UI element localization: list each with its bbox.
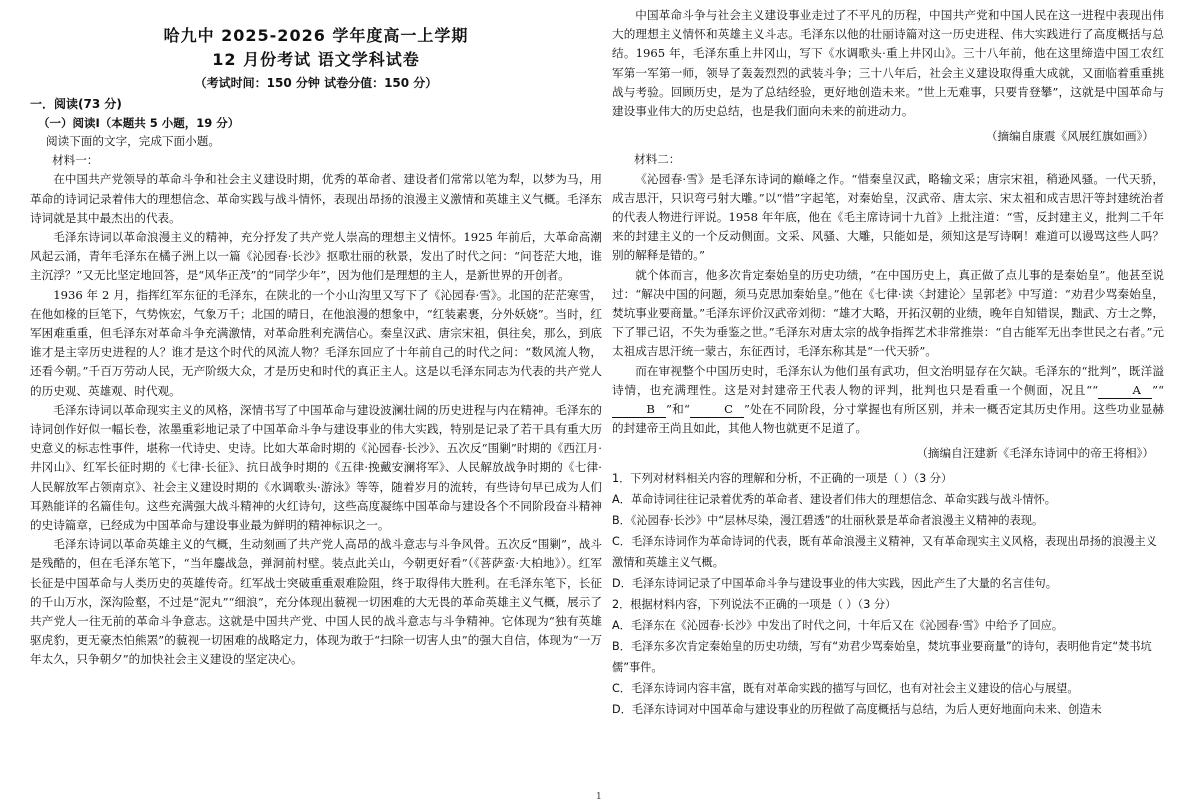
question-2-option-c: C．毛泽东诗词内容丰富，既有对革命实践的描写与回忆，也有对社会主义建设的信心与展望。: [612, 681, 1079, 695]
reading-instruction: 阅读下面的文字，完成下面小题。: [46, 134, 220, 148]
material-1-source: （摘编自康震《风展红旗如画》）: [985, 129, 1154, 144]
question-2-option-b: B．毛泽东多次肯定秦始皇的历史功绩，写有“劝君少骂秦始皇，焚坑事业要商量”的诗句，表明他肯定“焚书坑儒”事件。: [612, 639, 1152, 674]
exam-info: （考试时间：150 分钟 试卷分值：150 分）: [194, 76, 438, 90]
page-number: 1: [596, 792, 602, 802]
blank-connector: ”和“: [666, 402, 690, 417]
paragraph-text: ”处在不同阶段，分寸掌握也有所区别，并未一概否定其历史作用。这些功业显赫的封建帝王尚且如此，其他人物也就更不足道了。: [612, 402, 1164, 436]
material-1-paragraph: 毛泽东诗词以革命浪漫主义的精神，充分抒发了共产党人崇高的理想主义情怀。1925 年前后，大革命高潮风起云涌，青年毛泽东在橘子洲上以一篇《沁园春·长沙》抠歌壮丽的秋景，发出了时代之问：“问苍茫大地，谁主沉浮？”又无比坚定地回答，是“风华正茂”的“同学少年”，因为他们是理想的主人，是新世界的开创者。: [30, 230, 602, 283]
question-1-option-c: C．毛泽东诗词作为革命诗词的代表，既有革命浪漫主义精神，又有革命现实主义风格，表现出昂扬的浪漫主义激情和英雄主义气概。: [612, 534, 1157, 569]
blank-connector: ”“: [1152, 382, 1164, 397]
material-1-paragraph-continued: 中国革命斗争与社会主义建设事业走过了不平凡的历程，中国共产党和中国人民在这一进程中表现出伟大的理想主义情怀和英雄主义斗志。毛泽东以他的壮丽诗篇对这一历史进程、伟大实践进行了高度概括与总结。1965 年，毛泽东重上井冈山，写下《水调歌头·重上井冈山》。三十八年前，他在这里缔造中国工农红军第一军第一师，领导了轰轰烈烈的武装斗争；三十八年后，社会主义建设取得重大成就，又面临着重重挑战与考验。回顾历史，是为了总结经验，更好地创造未来。“世上无难事，只要肯登攀”，这就是中国革命与建设事业伟大的历史总结，也是我们面向未来的前进动力。: [612, 8, 1164, 119]
question-2-option-d: D．毛泽东诗词对中国革命与建设事业的历程做了高度概括与总结，为后人更好地面向未来、创造未: [612, 702, 1102, 716]
exam-title-line2: 12 月份考试 语文学科试卷: [212, 50, 420, 69]
question-1-stem: 1．下列对材料相关内容的理解和分析，不正确的一项是（ ）（3 分）: [612, 471, 953, 485]
material-1-paragraph: 1936 年 2 月，指挥红军东征的毛泽东，在陕北的一个小山沟里又写下了《沁园春·雪》。北国的茫茫寒雪，在他如椽的巨笔下，气势恢宏，气象万千；北国的晴日，在他浪漫的想象中，“红装素裹，分外妖娆”。当时，红军困难重重，但毛泽东对革命斗争充满激情，对革命胜利充满信心。秦皇汉武、唐宗宋祖，俱往矣，那么，到底谁才是主宰历史进程的人？谁才是这个时代的风流人物？毛泽东回应了十年前自己的时代之问：“数风流人物，还看今朝。”千百万劳动人民，无产阶级大众，才是历史和时代的真正主人。这是以毛泽东同志为代表的共产党人的历史观、英雄观、时代观。: [30, 287, 602, 398]
material-2-paragraph: 《沁园春·雪》是毛泽东诗词的巅峰之作。“惜秦皇汉武，略输文采；唐宗宋祖，稍逊风骚。一代天骄，成吉思汗，只识弯弓射大雕。”以“惜”字起笔，对秦始皇，汉武帝、唐太宗、宋太祖和成吉思汗等封建统治者的代表人物进行评说。1958 年年底，他在《毛主席诗词十九首》上批注道：“雪，反封建主义，批判二千年来的封建主义的一个反动侧面。文采、风骚、大雕，只能如是，须知这是写诗啊！难道可以谩骂这些人吗？别的解释是错的。”: [612, 171, 1164, 263]
question-1-option-b: B．《沁园春·长沙》中“层林尽染，漫江碧透”的壮丽秋景是革命者浪漫主义精神的表现。: [612, 513, 1044, 527]
material-1-label: 材料一：: [52, 153, 99, 168]
material-1-paragraph: 毛泽东诗词以革命现实主义的风格，深情书写了中国革命与建设波澜壮阔的历史进程与内在精神。毛泽东的诗词创作好似一幅长卷，浓墨重彩地记录了中国革命斗争与建设事业的伟大实践，特别是记录了若干具有重大历史意义的标志性事件，堪称一代诗史、史诗。比如大革命时期的《沁园春·长沙》、五次反“围剿”时期的《西江月·井冈山》、红军长征时期的《七律·长征》、抗日战争时期的《五律·挽戴安澜将军》、人民解放战争时期的《七律·人民解放军占领南京》、社会主义建设时期的《水调歌头·游泳》等等，随着岁月的流转，有些诗句早已成为人们耳熟能详的名篇佳句。这些充满强大战斗精神的火红诗句，这些高度凝练中国革命与建设各个不同阶段奋斗精神的史诗篇章，已经成为中国革命与建设事业最为鲜明的精神标识之一。: [30, 402, 602, 533]
material-2-paragraph: 就个体而言，他多次肯定秦始皇的历史功绩，“在中国历史上，真正做了点儿事的是秦始皇”。他甚至说过：“解决中国的问题，须马克思加秦始皇。”他在《七律·读〈封建论〉呈郭老》中写道：“劝君少骂秦始皇，焚坑事业要商量。”毛泽东评价汉武帝刘彻：“雄才大略，开拓汉朝的业绩，晚年自知错误，黜武、方士之弊，下了罪己诏，不失为垂鉴之世。”毛泽东对唐太宗的战争指挥艺术非常推崇：“自古能军无出李世民之右者。”元太祖成吉思汗统一蒙古，东征西讨，毛泽东称其是“一代天骄”。: [612, 267, 1164, 359]
fill-blank-c: C: [690, 401, 744, 418]
blank-quote-open: “: [1092, 382, 1099, 397]
right-column: [612, 6, 1164, 720]
material-1-paragraph: 在中国共产党领导的革命斗争和社会主义建设时期，优秀的革命者、建设者们常常以笔为犁，以梦为马，用革命的诗词记录着伟大的理想信念、革命实践与战斗情怀，表现出昂扬的浪漫主义激情和英雄主义气概。毛泽东诗词就是其中最杰出的代表。: [30, 172, 602, 225]
material-2-source: （摘编自汪建新《毛泽东诗词中的帝王将相》）: [916, 446, 1154, 461]
fill-blank-a: A: [1098, 382, 1152, 399]
question-1-option-a: A．革命诗词往往记录着优秀的革命者、建设者们伟大的理想信念、革命实践与战斗情怀。: [612, 492, 1056, 506]
material-1-paragraph: 毛泽东诗词以革命英雄主义的气概，生动刻画了共产党人高昂的战斗意志与斗争风骨。五次反“围剿”，战斗是残酷的，但在毛泽东笔下，“当年鏖战急，弹洞前村壁。装点此关山，今朝更好看”（《菩萨蛮·大柏地》）。红军长征是中国革命与人类历史的英雄传奇。红军战士突破重重艰难险阻，终于取得伟大胜利。在毛泽东笔下，长征的千山万水，深沟险壑，不过是“泥丸”“细浪”，充分体现出藐视一切困难的大无畏的革命英雄主义气概，展示了共产党人一往无前的革命斗争意志。这就是中国共产党、中国人民的战斗意志与斗争精神。它体现为“独有英雄驱虎豹，更无豪杰怕熊罴”的藐视一切困难的战略定力，体现为敢于“扫除一切害人虫”的强大自信，体现为“一万年太久，只争朝夕”的加快社会主义建设的坚定决心。: [30, 537, 602, 667]
question-2-option-a: A．毛泽东在《沁园春·长沙》中发出了时代之问，十年后又在《沁园春·雪》中给予了回应。: [612, 618, 1064, 632]
question-2-stem: 2．根据材料内容，下列说法不正确的一项是（ ）（3 分）: [612, 597, 897, 611]
fill-blank-b: B: [612, 401, 666, 418]
paragraph-text: 而在审视整个中国历史时，毛泽东认为他们虽有武功，但文治明显存在欠缺。毛泽东的“批判”，既洋溢诗情，也充满理性。这是对封建帝王代表人物的评判，批判也只是看重一个侧面，况且“: [612, 363, 1164, 397]
material-2-label: 材料二：: [634, 152, 681, 167]
question-1-option-d: D．毛泽东诗词记录了中国革命斗争与建设事业的伟大实践，因此产生了大量的名言佳句。: [612, 576, 1057, 590]
material-2-paragraph-with-blanks: [612, 362, 1164, 439]
subsection-heading: （一）阅读Ⅰ（本题共 5 小题，19 分）: [38, 116, 240, 130]
section-heading: 一．阅读(73 分): [30, 97, 122, 111]
exam-title-line1: 哈九中 2025-2026 学年度高一上学期: [163, 26, 469, 45]
left-column: [30, 6, 602, 670]
